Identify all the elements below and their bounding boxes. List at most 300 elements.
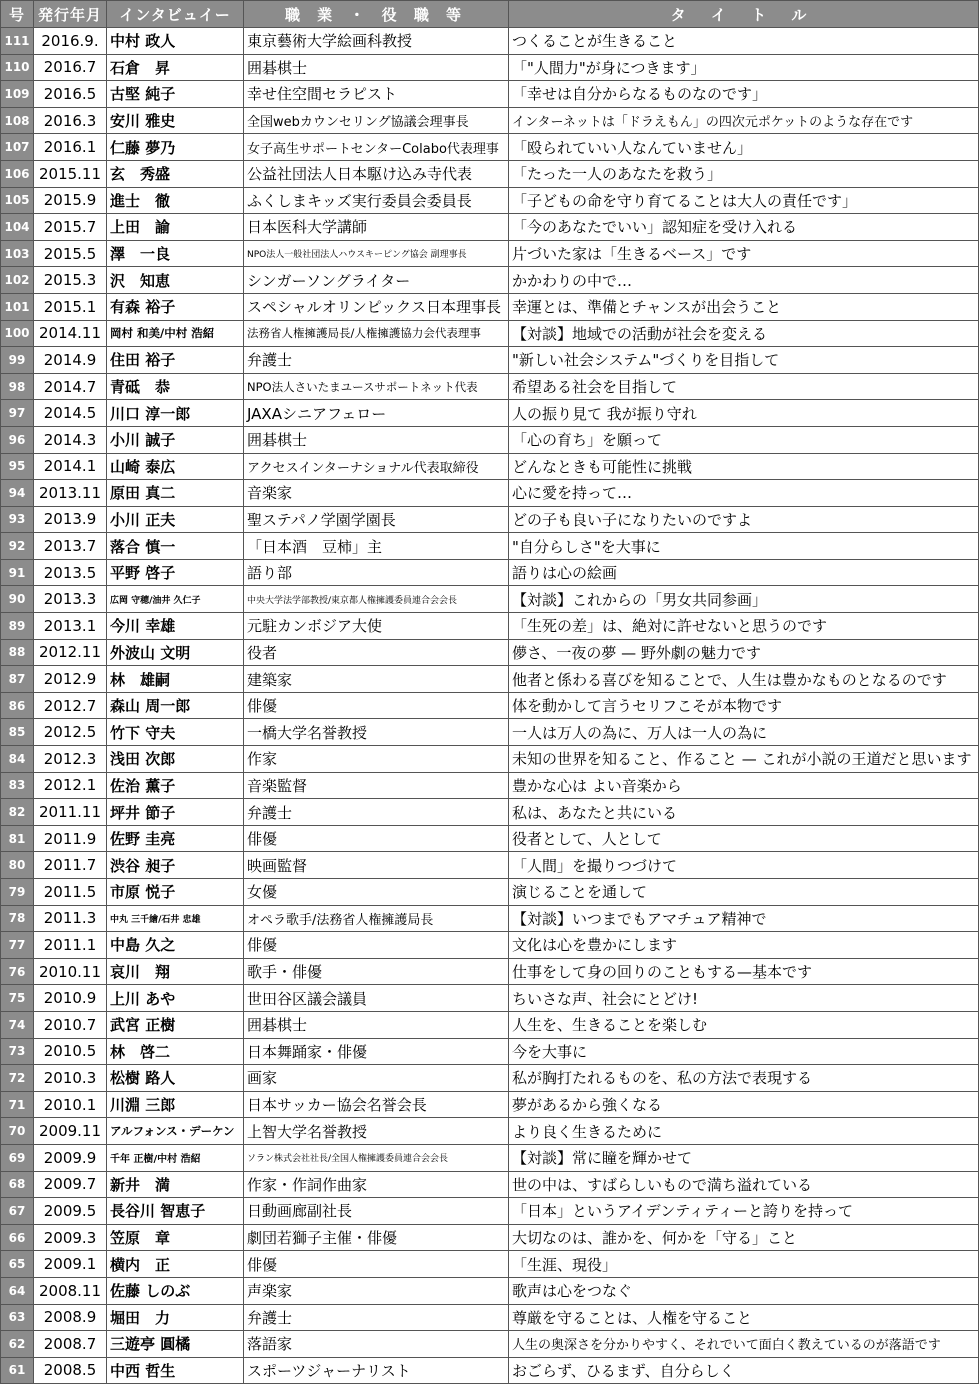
title-cell: 儚さ、一夜の夢 — 野外劇の魅力です <box>509 639 979 666</box>
title-cell: つくることが生きること <box>509 28 979 55</box>
occupation-cell: 幸せ住空間セラピスト <box>244 81 509 108</box>
table-row <box>1 160 979 187</box>
interviewee-name-cell: 川口 淳一郎 <box>107 400 244 427</box>
issue-date-cell: 2011.11 <box>34 799 107 826</box>
occupation-cell: 日本サッカー協会名誉会長 <box>244 1091 509 1118</box>
interviewee-name-cell: 長谷川 智恵子 <box>107 1198 244 1225</box>
title-cell: 「子どもの命を守り育てることは大人の責任です」 <box>509 187 979 214</box>
title-cell: 「殴られていい人なんていません」 <box>509 134 979 161</box>
interviewee-name-cell: 中丸 三千繪/石井 忠雄 <box>107 905 244 932</box>
issue-date-cell: 2011.7 <box>34 852 107 879</box>
table-row <box>1 1251 979 1278</box>
header-title: タ イ ト ル <box>509 1 979 28</box>
title-cell: どんなときも可能性に挑戦 <box>509 453 979 480</box>
table-row <box>1 719 979 746</box>
occupation-cell: 俳優 <box>244 932 509 959</box>
issue-date-cell: 2012.5 <box>34 719 107 746</box>
occupation-cell: 映画監督 <box>244 852 509 879</box>
occupation-cell: 日本医科大学講師 <box>244 214 509 241</box>
issue-number-cell: 85 <box>1 719 34 746</box>
table-row <box>1 1144 979 1171</box>
issue-number-cell: 88 <box>1 639 34 666</box>
table-row <box>1 1091 979 1118</box>
issue-date-cell: 2012.11 <box>34 639 107 666</box>
interviewee-name-cell: 有森 裕子 <box>107 293 244 320</box>
issue-number-cell: 71 <box>1 1091 34 1118</box>
interviewee-name-cell: 上川 あや <box>107 985 244 1012</box>
interviewee-name-cell: 石倉 昇 <box>107 54 244 81</box>
table-row <box>1 1224 979 1251</box>
header-occupation: 職 業 ・ 役 職 等 <box>244 1 509 28</box>
issue-number-cell: 83 <box>1 772 34 799</box>
table-row <box>1 240 979 267</box>
issue-number-cell: 76 <box>1 958 34 985</box>
issue-number-cell: 78 <box>1 905 34 932</box>
interviewee-name-cell: 佐野 圭亮 <box>107 825 244 852</box>
occupation-cell: 弁護士 <box>244 1304 509 1331</box>
issue-date-cell: 2014.7 <box>34 373 107 400</box>
issue-number-cell: 98 <box>1 373 34 400</box>
table-row <box>1 134 979 161</box>
issue-number-cell: 64 <box>1 1277 34 1304</box>
interviewee-name-cell: 沢 知恵 <box>107 267 244 294</box>
issue-number-cell: 79 <box>1 879 34 906</box>
table-row <box>1 746 979 773</box>
table-row <box>1 81 979 108</box>
title-cell: 希望ある社会を目指して <box>509 373 979 400</box>
issue-date-cell: 2009.3 <box>34 1224 107 1251</box>
issue-number-cell: 80 <box>1 852 34 879</box>
occupation-cell: 一橋大学名誉教授 <box>244 719 509 746</box>
interviewee-name-cell: 青砥 恭 <box>107 373 244 400</box>
title-cell: どの子も良い子になりたいのですよ <box>509 506 979 533</box>
occupation-cell: 公益社団法人日本駆け込み寺代表 <box>244 160 509 187</box>
table-row <box>1 799 979 826</box>
table-row <box>1 692 979 719</box>
issue-date-cell: 2009.9 <box>34 1144 107 1171</box>
table-row <box>1 506 979 533</box>
issue-date-cell: 2016.7 <box>34 54 107 81</box>
interviewee-name-cell: 小川 誠子 <box>107 426 244 453</box>
occupation-cell: シンガーソングライター <box>244 267 509 294</box>
table-row <box>1 453 979 480</box>
issue-number-cell: 100 <box>1 320 34 347</box>
issue-date-cell: 2009.1 <box>34 1251 107 1278</box>
occupation-cell: ソラン株式会社社長/全国人権擁護委員連合会会長 <box>244 1144 509 1171</box>
occupation-cell: 落語家 <box>244 1331 509 1358</box>
title-cell: より良く生きるために <box>509 1118 979 1145</box>
title-cell: 「幸せは自分からなるものなのです」 <box>509 81 979 108</box>
title-cell: 私が胸打たれるものを、私の方法で表現する <box>509 1065 979 1092</box>
title-cell: 役者として、人として <box>509 825 979 852</box>
issue-number-cell: 86 <box>1 692 34 719</box>
title-cell: 文化は心を豊かにします <box>509 932 979 959</box>
issue-number-cell: 69 <box>1 1144 34 1171</box>
interviewee-name-cell: 外波山 文明 <box>107 639 244 666</box>
table-row <box>1 1065 979 1092</box>
table-row <box>1 267 979 294</box>
interviewee-name-cell: 浅田 次郎 <box>107 746 244 773</box>
issue-number-cell: 75 <box>1 985 34 1012</box>
interviewee-name-cell: 森山 周一郎 <box>107 692 244 719</box>
interviewee-name-cell: 佐藤 しのぶ <box>107 1277 244 1304</box>
issue-date-cell: 2010.3 <box>34 1065 107 1092</box>
issue-date-cell: 2011.5 <box>34 879 107 906</box>
table-row <box>1 480 979 507</box>
interviewee-name-cell: 武宮 正樹 <box>107 1011 244 1038</box>
interviewee-name-cell: 松樹 路人 <box>107 1065 244 1092</box>
issue-date-cell: 2009.5 <box>34 1198 107 1225</box>
occupation-cell: 日本舞踊家・俳優 <box>244 1038 509 1065</box>
title-cell: 私は、あなたと共にいる <box>509 799 979 826</box>
issue-number-cell: 62 <box>1 1331 34 1358</box>
occupation-cell: 中央大学法学部教授/東京都人権擁護委員連合会会長 <box>244 586 509 613</box>
issue-date-cell: 2009.7 <box>34 1171 107 1198</box>
issue-number-cell: 105 <box>1 187 34 214</box>
interviewee-name-cell: 佐治 薫子 <box>107 772 244 799</box>
occupation-cell: 建築家 <box>244 666 509 693</box>
title-cell: 仕事をして身の回りのこともする—基本です <box>509 958 979 985</box>
issue-number-cell: 63 <box>1 1304 34 1331</box>
title-cell: 幸運とは、準備とチャンスが出会うこと <box>509 293 979 320</box>
issue-number-cell: 107 <box>1 134 34 161</box>
title-cell: 【対談】これからの「男女共同参画」 <box>509 586 979 613</box>
occupation-cell: 俳優 <box>244 825 509 852</box>
occupation-cell: 音楽監督 <box>244 772 509 799</box>
issue-date-cell: 2013.3 <box>34 586 107 613</box>
issue-number-cell: 72 <box>1 1065 34 1092</box>
header-issue-number: 号 <box>1 1 34 28</box>
issue-date-cell: 2014.5 <box>34 400 107 427</box>
title-cell: ちいさな声、社会にとどけ! <box>509 985 979 1012</box>
issue-number-cell: 77 <box>1 932 34 959</box>
issue-date-cell: 2008.7 <box>34 1331 107 1358</box>
title-cell: 演じることを通して <box>509 879 979 906</box>
issue-date-cell: 2013.7 <box>34 533 107 560</box>
occupation-cell: 弁護士 <box>244 347 509 374</box>
interviewee-name-cell: 渋谷 昶子 <box>107 852 244 879</box>
table-row <box>1 107 979 134</box>
issue-number-cell: 94 <box>1 480 34 507</box>
interviewee-name-cell: 住田 裕子 <box>107 347 244 374</box>
issue-date-cell: 2016.3 <box>34 107 107 134</box>
interviewee-name-cell: 千年 正樹/中村 浩紹 <box>107 1144 244 1171</box>
occupation-cell: 法務省人権擁護局長/人権擁護協力会代表理事 <box>244 320 509 347</box>
interviewee-name-cell: 仁藤 夢乃 <box>107 134 244 161</box>
title-cell: 今を大事に <box>509 1038 979 1065</box>
interviewee-name-cell: 古堅 純子 <box>107 81 244 108</box>
interviewee-name-cell: 広岡 守穂/油井 久仁子 <box>107 586 244 613</box>
occupation-cell: 画家 <box>244 1065 509 1092</box>
title-cell: 「人間」を撮りつづけて <box>509 852 979 879</box>
interviewee-name-cell: 市原 悦子 <box>107 879 244 906</box>
occupation-cell: NPO法人一般社団法人ハウスキーピング協会 副理事長 <box>244 240 509 267</box>
issue-number-cell: 89 <box>1 613 34 640</box>
interviewee-name-cell: 上田 諭 <box>107 214 244 241</box>
occupation-cell: 役者 <box>244 639 509 666</box>
title-cell: インターネットは「ドラえもん」の四次元ポケットのような存在です <box>509 107 979 134</box>
issue-date-cell: 2013.9 <box>34 506 107 533</box>
occupation-cell: 俳優 <box>244 1251 509 1278</box>
issue-date-cell: 2008.5 <box>34 1357 107 1384</box>
occupation-cell: ふくしまキッズ実行委員会委員長 <box>244 187 509 214</box>
title-cell: 一人は万人の為に、万人は一人の為に <box>509 719 979 746</box>
issue-date-cell: 2012.3 <box>34 746 107 773</box>
issue-number-cell: 95 <box>1 453 34 480</box>
issue-date-cell: 2016.9. <box>34 28 107 55</box>
title-cell: 片づいた家は「生きるベース」です <box>509 240 979 267</box>
interviewee-name-cell: 中島 久之 <box>107 932 244 959</box>
table-row <box>1 1357 979 1384</box>
interviewee-name-cell: 林 啓二 <box>107 1038 244 1065</box>
issue-number-cell: 65 <box>1 1251 34 1278</box>
issue-date-cell: 2016.1 <box>34 134 107 161</box>
interviewee-name-cell: 坪井 節子 <box>107 799 244 826</box>
occupation-cell: 囲碁棋士 <box>244 426 509 453</box>
title-cell: "新しい社会システム"づくりを目指して <box>509 347 979 374</box>
table-row <box>1 1011 979 1038</box>
issue-date-cell: 2010.11 <box>34 958 107 985</box>
occupation-cell: NPO法人さいたまユースサポートネット代表 <box>244 373 509 400</box>
table-row <box>1 1331 979 1358</box>
interviewee-name-cell: 山崎 泰広 <box>107 453 244 480</box>
table-row <box>1 373 979 400</box>
issue-number-cell: 101 <box>1 293 34 320</box>
interviewee-name-cell: 中西 哲生 <box>107 1357 244 1384</box>
title-cell: 「日本」というアイデンティティーと誇りを持って <box>509 1198 979 1225</box>
interviewee-name-cell: 堀田 力 <box>107 1304 244 1331</box>
header-issue-date: 発行年月 <box>34 1 107 28</box>
issue-date-cell: 2011.9 <box>34 825 107 852</box>
table-row <box>1 1304 979 1331</box>
issue-number-cell: 91 <box>1 559 34 586</box>
title-cell: 「心の育ち」を願って <box>509 426 979 453</box>
interviewee-name-cell: 中村 政人 <box>107 28 244 55</box>
issue-date-cell: 2010.5 <box>34 1038 107 1065</box>
issue-number-cell: 106 <box>1 160 34 187</box>
occupation-cell: 劇団若獅子主催・俳優 <box>244 1224 509 1251</box>
occupation-cell: オペラ歌手/法務省人権擁護局長 <box>244 905 509 932</box>
occupation-cell: 音楽家 <box>244 480 509 507</box>
table-row <box>1 533 979 560</box>
title-cell: 【対談】いつまでもアマチュア精神で <box>509 905 979 932</box>
title-cell: 語りは心の絵画 <box>509 559 979 586</box>
issue-date-cell: 2013.1 <box>34 613 107 640</box>
issue-date-cell: 2014.3 <box>34 426 107 453</box>
table-row <box>1 187 979 214</box>
issue-number-cell: 84 <box>1 746 34 773</box>
issue-number-cell: 104 <box>1 214 34 241</box>
interviewee-name-cell: 進士 徹 <box>107 187 244 214</box>
issue-date-cell: 2013.11 <box>34 480 107 507</box>
title-cell: 他者と係わる喜びを知ることで、人生は豊かなものとなるのです <box>509 666 979 693</box>
issue-number-cell: 90 <box>1 586 34 613</box>
issue-number-cell: 97 <box>1 400 34 427</box>
issue-date-cell: 2009.11 <box>34 1118 107 1145</box>
table-row <box>1 54 979 81</box>
occupation-cell: 東京藝術大学絵画科教授 <box>244 28 509 55</box>
issue-number-cell: 74 <box>1 1011 34 1038</box>
interviewee-name-cell: 玄 秀盛 <box>107 160 244 187</box>
interviewee-name-cell: 安川 雅史 <box>107 107 244 134</box>
issue-number-cell: 96 <box>1 426 34 453</box>
table-row <box>1 879 979 906</box>
table-row <box>1 852 979 879</box>
table-row <box>1 666 979 693</box>
title-cell: 心に愛を持って… <box>509 480 979 507</box>
issue-number-cell: 110 <box>1 54 34 81</box>
table-row <box>1 400 979 427</box>
interviewee-name-cell: 横内 正 <box>107 1251 244 1278</box>
occupation-cell: 元駐カンボジア大使 <box>244 613 509 640</box>
occupation-cell: 世田谷区議会議員 <box>244 985 509 1012</box>
table-row <box>1 426 979 453</box>
occupation-cell: 作家 <box>244 746 509 773</box>
issue-date-cell: 2013.5 <box>34 559 107 586</box>
issue-date-cell: 2015.9 <box>34 187 107 214</box>
title-cell: 人生の奥深さを分かりやすく、それでいて面白く教えているのが落語です <box>509 1331 979 1358</box>
occupation-cell: 女子高生サポートセンターColabo代表理事 <box>244 134 509 161</box>
table-row <box>1 1038 979 1065</box>
issue-date-cell: 2015.11 <box>34 160 107 187</box>
occupation-cell: 俳優 <box>244 692 509 719</box>
table-row <box>1 586 979 613</box>
issue-number-cell: 82 <box>1 799 34 826</box>
interviewee-name-cell: 原田 真二 <box>107 480 244 507</box>
occupation-cell: 声楽家 <box>244 1277 509 1304</box>
table-row <box>1 347 979 374</box>
interviewee-name-cell: 林 雄嗣 <box>107 666 244 693</box>
title-cell: 人の振り見て 我が振り守れ <box>509 400 979 427</box>
table-row <box>1 1277 979 1304</box>
issue-date-cell: 2011.3 <box>34 905 107 932</box>
issue-date-cell: 2008.11 <box>34 1277 107 1304</box>
title-cell: 世の中は、すばらしいもので満ち溢れている <box>509 1171 979 1198</box>
occupation-cell: 歌手・俳優 <box>244 958 509 985</box>
interviewee-name-cell: 哀川 翔 <box>107 958 244 985</box>
table-row <box>1 1198 979 1225</box>
table-row <box>1 932 979 959</box>
issue-number-cell: 66 <box>1 1224 34 1251</box>
title-cell: 【対談】地域での活動が社会を変える <box>509 320 979 347</box>
issue-date-cell: 2012.7 <box>34 692 107 719</box>
table-row <box>1 905 979 932</box>
table-row <box>1 825 979 852</box>
issue-number-cell: 109 <box>1 81 34 108</box>
table-row <box>1 214 979 241</box>
occupation-cell: 女優 <box>244 879 509 906</box>
issue-number-cell: 73 <box>1 1038 34 1065</box>
interviewee-name-cell: 竹下 守夫 <box>107 719 244 746</box>
table-header-row <box>1 1 979 28</box>
issue-date-cell: 2015.1 <box>34 293 107 320</box>
issue-date-cell: 2012.9 <box>34 666 107 693</box>
title-cell: 「今のあなたでいい」認知症を受け入れる <box>509 214 979 241</box>
table-row <box>1 772 979 799</box>
issue-date-cell: 2008.9 <box>34 1304 107 1331</box>
occupation-cell: 「日本酒 豆柿」主 <box>244 533 509 560</box>
occupation-cell: 囲碁棋士 <box>244 1011 509 1038</box>
title-cell: 【対談】常に瞳を輝かせて <box>509 1144 979 1171</box>
interviewee-name-cell: 平野 啓子 <box>107 559 244 586</box>
issue-number-cell: 93 <box>1 506 34 533</box>
issue-number-cell: 102 <box>1 267 34 294</box>
issue-date-cell: 2010.1 <box>34 1091 107 1118</box>
occupation-cell: 囲碁棋士 <box>244 54 509 81</box>
interviewee-name-cell: 今川 幸雄 <box>107 613 244 640</box>
title-cell: 「"人間力"が身につきます」 <box>509 54 979 81</box>
title-cell: 人生を、生きることを楽しむ <box>509 1011 979 1038</box>
issue-date-cell: 2015.5 <box>34 240 107 267</box>
occupation-cell: 作家・作詞作曲家 <box>244 1171 509 1198</box>
issue-number-cell: 99 <box>1 347 34 374</box>
interviewee-name-cell: 三遊亭 圓橘 <box>107 1331 244 1358</box>
issue-date-cell: 2012.1 <box>34 772 107 799</box>
table-row <box>1 613 979 640</box>
interviewee-name-cell: アルフォンス・デーケン <box>107 1118 244 1145</box>
title-cell: 歌声は心をつなぐ <box>509 1277 979 1304</box>
title-cell: 夢があるから強くなる <box>509 1091 979 1118</box>
table-row <box>1 293 979 320</box>
issue-number-cell: 108 <box>1 107 34 134</box>
occupation-cell: スペシャルオリンピックス日本理事長 <box>244 293 509 320</box>
table-row <box>1 28 979 55</box>
issue-date-cell: 2010.9 <box>34 985 107 1012</box>
issue-date-cell: 2014.9 <box>34 347 107 374</box>
title-cell: かかわりの中で… <box>509 267 979 294</box>
issue-number-cell: 68 <box>1 1171 34 1198</box>
occupation-cell: 日動画廊副社長 <box>244 1198 509 1225</box>
table-row <box>1 1171 979 1198</box>
interviewee-name-cell: 岡村 和美/中村 浩紹 <box>107 320 244 347</box>
interviewee-name-cell: 新井 満 <box>107 1171 244 1198</box>
occupation-cell: スポーツジャーナリスト <box>244 1357 509 1384</box>
occupation-cell: 聖ステパノ学園学園長 <box>244 506 509 533</box>
issue-date-cell: 2014.1 <box>34 453 107 480</box>
table-row <box>1 639 979 666</box>
title-cell: 豊かな心は よい音楽から <box>509 772 979 799</box>
occupation-cell: アクセスインターナショナル代表取締役 <box>244 453 509 480</box>
table-row <box>1 559 979 586</box>
issue-number-cell: 92 <box>1 533 34 560</box>
title-cell: 「生涯、現役」 <box>509 1251 979 1278</box>
occupation-cell: 語り部 <box>244 559 509 586</box>
header-interviewee: インタビュイー <box>107 1 244 28</box>
table-row <box>1 320 979 347</box>
issue-date-cell: 2011.1 <box>34 932 107 959</box>
table-row <box>1 1118 979 1145</box>
title-cell: "自分らしさ"を大事に <box>509 533 979 560</box>
interviewee-name-cell: 川淵 三郎 <box>107 1091 244 1118</box>
issue-number-cell: 103 <box>1 240 34 267</box>
interviewee-name-cell: 笠原 章 <box>107 1224 244 1251</box>
interviewee-name-cell: 澤 一良 <box>107 240 244 267</box>
issue-number-cell: 111 <box>1 28 34 55</box>
occupation-cell: JAXAシニアフェロー <box>244 400 509 427</box>
issue-date-cell: 2014.11 <box>34 320 107 347</box>
title-cell: 未知の世界を知ること、作ること — これが小説の王道だと思います <box>509 746 979 773</box>
issue-date-cell: 2010.7 <box>34 1011 107 1038</box>
issue-number-cell: 70 <box>1 1118 34 1145</box>
occupation-cell: 弁護士 <box>244 799 509 826</box>
issue-number-cell: 67 <box>1 1198 34 1225</box>
issue-number-cell: 87 <box>1 666 34 693</box>
table-row <box>1 958 979 985</box>
issue-number-cell: 81 <box>1 825 34 852</box>
issue-date-cell: 2015.3 <box>34 267 107 294</box>
table-row <box>1 985 979 1012</box>
issue-date-cell: 2016.5 <box>34 81 107 108</box>
